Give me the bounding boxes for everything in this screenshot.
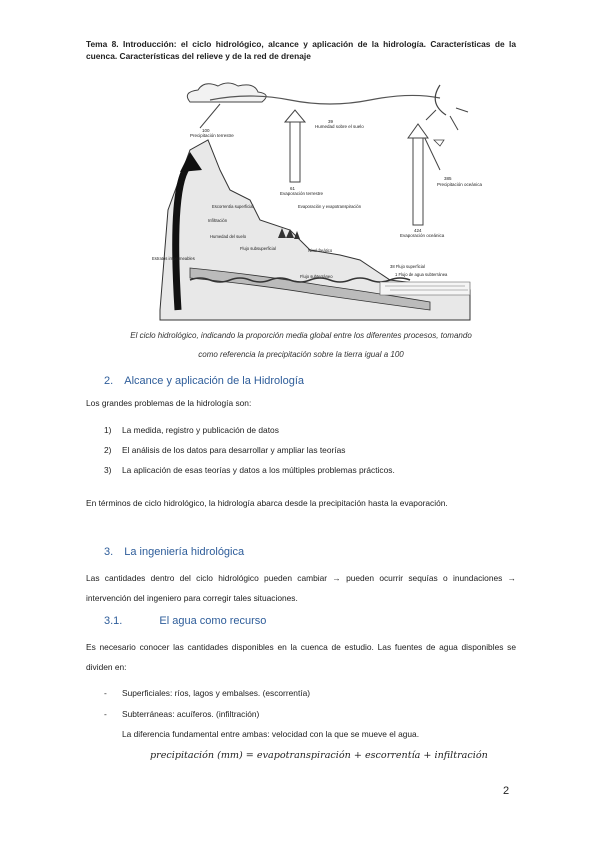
label-evapotranspiration: Evaporación y evapotranspiración (298, 204, 362, 209)
section-2-heading (104, 375, 304, 387)
page-number: 2 (503, 785, 510, 797)
label-evap-land: Evaporación terrestre (280, 191, 324, 196)
label-soil-moisture-value: 39 (328, 119, 334, 124)
section-3-1-heading (104, 615, 266, 627)
label-evap-land-value: 61 (290, 186, 296, 191)
figure-caption-line2: como referencia la precipitación sobre la tierra igual a 100 (198, 350, 404, 359)
section-2-title: Alcance y aplicación de la Hidrología (124, 375, 305, 387)
hydrologic-cycle-diagram (150, 80, 483, 320)
label-precip-land: Precipitación terrestre (190, 133, 234, 138)
section-3-number: 3. (104, 546, 114, 558)
label-groundwater-out: 1 Flujo de agua subterránea (395, 272, 448, 277)
label-precip-ocean: Precipitación oceánica (437, 182, 483, 187)
document-page: Tema 8. Introducción: el ciclo hidrológico, alcance y aplicación de la hidrología. Características de la cuenca. Características del relieve y de la red de drenaje 100 Precipitación terrestre 39 Humedad sobre el suelo 385 Precipitación oceánica 61 Evaporación terrestre 424 Evaporación oceánica Escorrentía superficial Infiltración Humedad del suelo Evaporación y evapotranspiración Flujo subsuperficial Nivel freático Estratos impermeables Flujo subterráneo 38 Flujo superficial 1 Flujo de agua subterránea El ciclo hidrológico, indicando la proporción media global entre los diferentes procesos, tomando como referencia la precipitación sobre la tierra igual a 100 2. Alcance y aplicación de la Hidrología Los grandes problemas de la hidrología son: 1) La medida, registro y publicación de datos 2) El análisis de los datos para desarrollar y ampliar las teorías 3) La aplicación de esas teorías y datos a los múltiples problemas prácticos. En términos de ciclo hidrológico, la hidrología abarca desde la precipitación hasta la evaporación. 3. La ingeniería hidrológica Las cantidades dentro del ciclo hidrológico pueden cambiar → pueden ocurrir sequías o inundaciones → intervención del ingeniero para corregir tales situaciones. 3.1. El agua como recurso Es necesario conocer las cantidades disponibles en la cuenca de estudio. Las fuentes de agua disponibles se dividen en: - Superficiales: ríos, lagos y embalses. (escorrentía) - Subterráneas: acuíferos. (infiltración) La diferencia fundamental entre ambas: velocidad con la que se mueve el agua. precipitación (mm) = evapotranspiración + escorrentía + infiltración 2 (86, 39, 516, 797)
section-2-paragraph: En términos de ciclo hidrológico, la hidrología abarca desde la precipitación hasta la evaporación. (86, 498, 448, 508)
page-header: Tema 8. Introducción: el ciclo hidrológico, alcance y aplicación de la hidrología. Características de la cuenca. Características del relieve y de la red de drenaje (86, 39, 516, 61)
section-2-intro: Los grandes problemas de la hidrología son: (86, 398, 252, 408)
label-subsurface-flow: Flujo subsuperficial (240, 246, 276, 251)
section-3-title: La ingeniería hidrológica (124, 546, 245, 558)
water-balance-formula: precipitación (mm) = evapotranspiración + escorrentía + infiltración (150, 750, 488, 761)
label-soil-moisture: Humedad sobre el suelo (315, 124, 364, 129)
section-3-heading (104, 546, 244, 558)
figure-caption-line1: El ciclo hidrológico, indicando la proporción media global entre los diferentes procesos, tomando (130, 331, 472, 340)
label-evap-ocean-value: 424 (414, 228, 422, 233)
section-3-paragraph: Las cantidades dentro del ciclo hidrológico pueden cambiar → pueden ocurrir sequías o inundaciones → intervención del ingeniero para corregir tales situaciones. (86, 573, 516, 603)
label-water-table: Nivel freático (308, 248, 333, 253)
section-3-1-paragraph: Es necesario conocer las cantidades disponibles en la cuenca de estudio. Las fuentes de agua disponibles se dividen en: (86, 642, 516, 672)
label-infiltration: Infiltración (208, 218, 228, 223)
label-precip-ocean-value: 385 (444, 176, 452, 181)
label-impermeable: Estratos impermeables (152, 256, 195, 261)
label-evap-ocean: Evaporación oceánica (400, 233, 445, 238)
label-surface-runoff: Escorrentía superficial (212, 204, 254, 209)
label-soil-humidity: Humedad del suelo (210, 234, 247, 239)
section-2-number: 2. (104, 375, 114, 387)
section-3-1-title: El agua como recurso (159, 615, 267, 627)
label-precip-land-value: 100 (202, 128, 210, 133)
label-surface-flow: 38 Flujo superficial (390, 264, 425, 269)
label-groundwater-flow: Flujo subterráneo (300, 274, 333, 279)
section-3-1-number: 3.1. (104, 615, 123, 627)
sun-icon (426, 85, 468, 130)
